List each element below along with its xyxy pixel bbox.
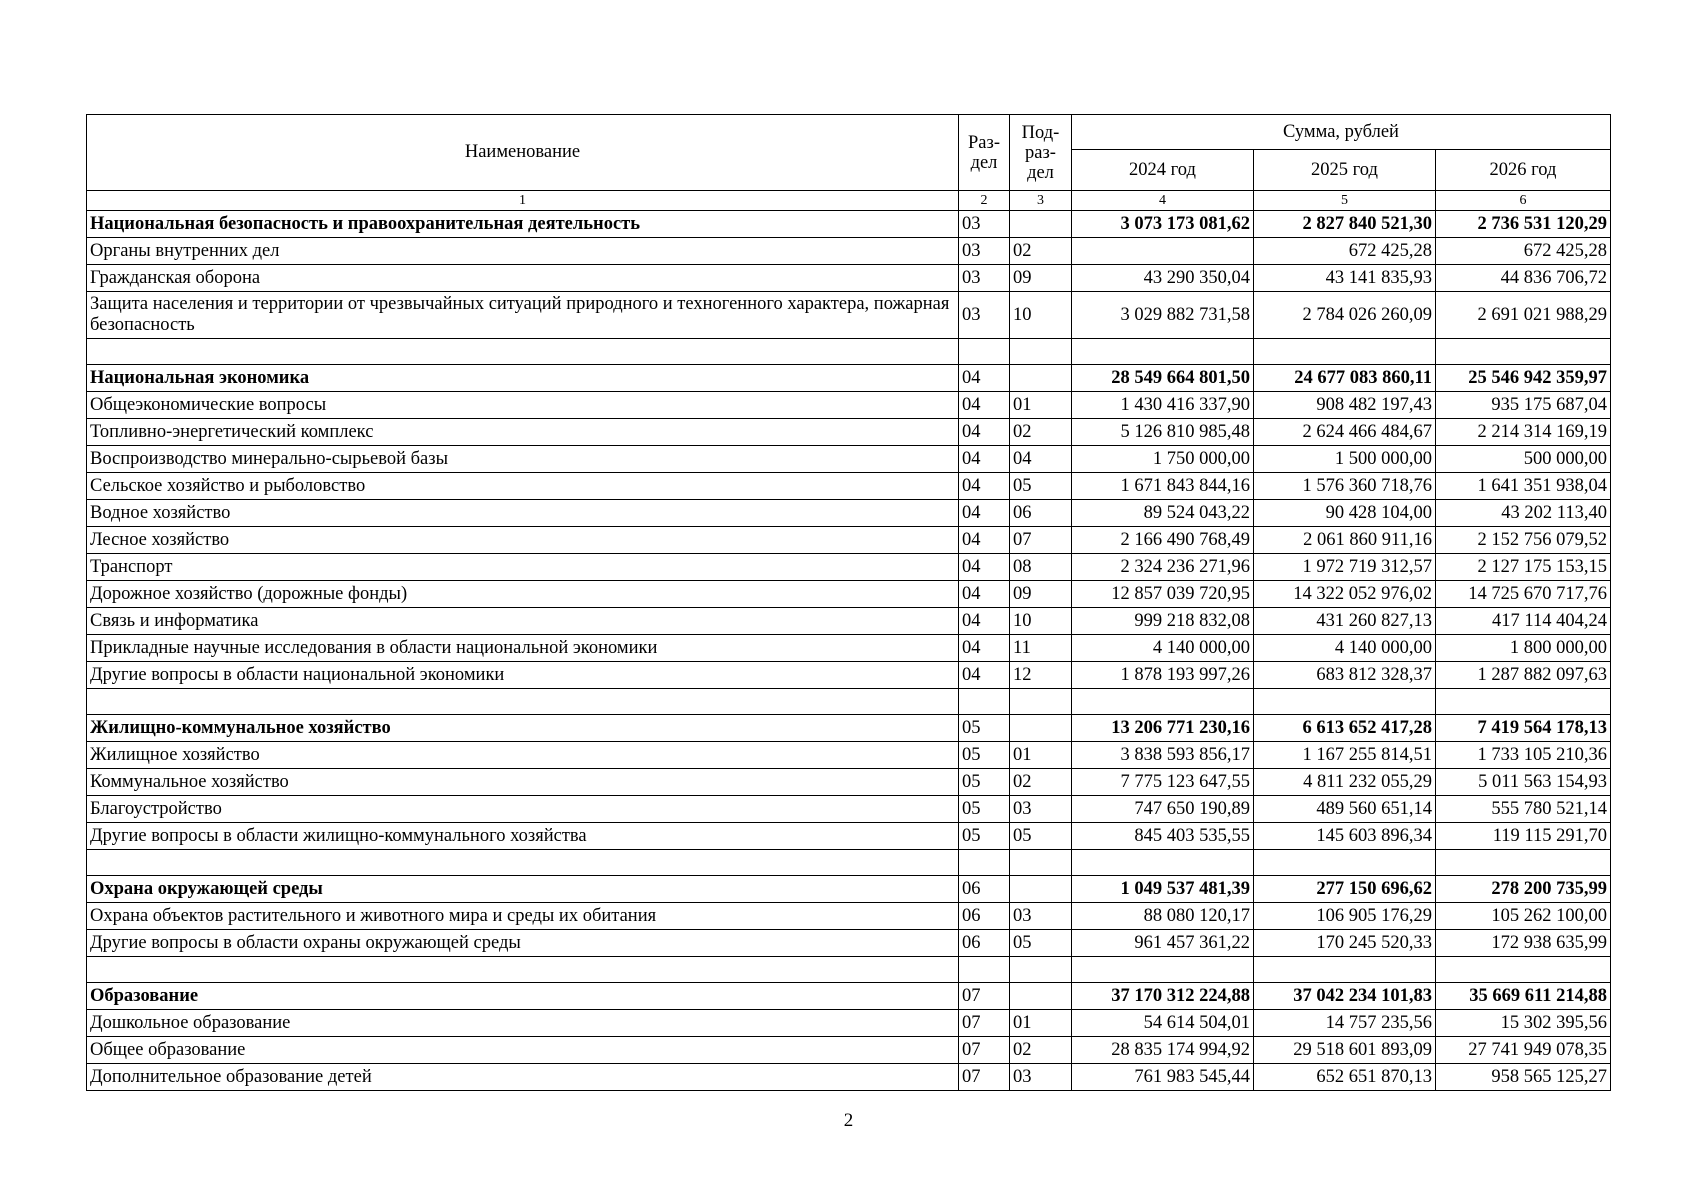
row-podrazdel: 07 xyxy=(1010,527,1072,554)
table-header xyxy=(87,115,1611,211)
budget-table xyxy=(86,114,1611,1091)
row-razdel: 06 xyxy=(959,930,1010,957)
row-podrazdel: 03 xyxy=(1010,796,1072,823)
column-number: 5 xyxy=(1254,191,1436,211)
table-row xyxy=(87,742,1611,769)
row-sum-2025: 14 757 235,56 xyxy=(1254,1010,1436,1037)
row-name: Охрана окружающей среды xyxy=(87,876,959,903)
row-name: Связь и информатика xyxy=(87,608,959,635)
row-podrazdel: 02 xyxy=(1010,419,1072,446)
row-name: Топливно-энергетический комплекс xyxy=(87,419,959,446)
row-sum-2026: 958 565 125,27 xyxy=(1436,1064,1611,1091)
row-razdel: 06 xyxy=(959,876,1010,903)
row-name: Органы внутренних дел xyxy=(87,238,959,265)
row-podrazdel: 01 xyxy=(1010,742,1072,769)
header-podrazdel: Под- раз- дел xyxy=(1010,115,1072,191)
row-sum-2025: 106 905 176,29 xyxy=(1254,903,1436,930)
section-row xyxy=(87,983,1611,1010)
table-row xyxy=(87,238,1611,265)
row-name: Транспорт xyxy=(87,554,959,581)
row-podrazdel xyxy=(1010,365,1072,392)
row-podrazdel: 03 xyxy=(1010,1064,1072,1091)
row-sum-2024: 54 614 504,01 xyxy=(1072,1010,1254,1037)
row-razdel: 04 xyxy=(959,365,1010,392)
row-sum-2024: 28 549 664 801,50 xyxy=(1072,365,1254,392)
row-sum-2025: 1 167 255 814,51 xyxy=(1254,742,1436,769)
row-name: Образование xyxy=(87,983,959,1010)
row-name: Общеэкономические вопросы xyxy=(87,392,959,419)
table-row xyxy=(87,903,1611,930)
row-sum-2024: 3 073 173 081,62 xyxy=(1072,211,1254,238)
row-name: Гражданская оборона xyxy=(87,265,959,292)
row-sum-2026: 672 425,28 xyxy=(1436,238,1611,265)
row-name: Другие вопросы в области жилищно-коммунального хозяйства xyxy=(87,823,959,850)
empty-cell xyxy=(1010,689,1072,715)
row-razdel: 03 xyxy=(959,238,1010,265)
row-name: Коммунальное хозяйство xyxy=(87,769,959,796)
empty-cell xyxy=(1072,850,1254,876)
empty-cell xyxy=(1072,339,1254,365)
row-sum-2024: 7 775 123 647,55 xyxy=(1072,769,1254,796)
table-row xyxy=(87,635,1611,662)
table-row xyxy=(87,419,1611,446)
row-sum-2024 xyxy=(1072,238,1254,265)
row-sum-2024: 3 838 593 856,17 xyxy=(1072,742,1254,769)
row-podrazdel: 05 xyxy=(1010,823,1072,850)
empty-cell xyxy=(87,850,959,876)
row-sum-2026: 2 736 531 120,29 xyxy=(1436,211,1611,238)
row-sum-2026: 2 691 021 988,29 xyxy=(1436,292,1611,339)
table-body xyxy=(87,211,1611,1091)
row-name: Дополнительное образование детей xyxy=(87,1064,959,1091)
row-sum-2025: 431 260 827,13 xyxy=(1254,608,1436,635)
row-podrazdel: 01 xyxy=(1010,392,1072,419)
table-row xyxy=(87,1010,1611,1037)
empty-cell xyxy=(1254,850,1436,876)
row-name: Воспроизводство минерально-сырьевой базы xyxy=(87,446,959,473)
empty-cell xyxy=(1436,957,1611,983)
row-sum-2026: 2 152 756 079,52 xyxy=(1436,527,1611,554)
row-sum-2026: 1 733 105 210,36 xyxy=(1436,742,1611,769)
row-name: Жилищно-коммунальное хозяйство xyxy=(87,715,959,742)
row-sum-2026: 25 546 942 359,97 xyxy=(1436,365,1611,392)
row-podrazdel: 04 xyxy=(1010,446,1072,473)
empty-cell xyxy=(1436,689,1611,715)
row-name: Другие вопросы в области национальной экономики xyxy=(87,662,959,689)
row-sum-2026: 27 741 949 078,35 xyxy=(1436,1037,1611,1064)
row-sum-2025: 37 042 234 101,83 xyxy=(1254,983,1436,1010)
column-number: 3 xyxy=(1010,191,1072,211)
empty-cell xyxy=(1072,957,1254,983)
row-sum-2026: 500 000,00 xyxy=(1436,446,1611,473)
empty-cell xyxy=(1254,957,1436,983)
row-sum-2025: 2 061 860 911,16 xyxy=(1254,527,1436,554)
empty-cell xyxy=(1436,850,1611,876)
row-sum-2024: 747 650 190,89 xyxy=(1072,796,1254,823)
row-sum-2024: 3 029 882 731,58 xyxy=(1072,292,1254,339)
row-podrazdel: 09 xyxy=(1010,581,1072,608)
row-sum-2024: 43 290 350,04 xyxy=(1072,265,1254,292)
row-sum-2025: 43 141 835,93 xyxy=(1254,265,1436,292)
empty-cell xyxy=(87,689,959,715)
row-sum-2025: 1 500 000,00 xyxy=(1254,446,1436,473)
header-year-2025: 2025 год xyxy=(1254,150,1436,191)
header-razdel: Раз- дел xyxy=(959,115,1010,191)
row-podrazdel: 09 xyxy=(1010,265,1072,292)
row-sum-2026: 555 780 521,14 xyxy=(1436,796,1611,823)
row-name: Лесное хозяйство xyxy=(87,527,959,554)
empty-cell xyxy=(1436,339,1611,365)
table-row xyxy=(87,823,1611,850)
row-sum-2025: 672 425,28 xyxy=(1254,238,1436,265)
row-name: Охрана объектов растительного и животного мира и среды их обитания xyxy=(87,903,959,930)
row-razdel: 05 xyxy=(959,769,1010,796)
row-sum-2024: 5 126 810 985,48 xyxy=(1072,419,1254,446)
table-row xyxy=(87,527,1611,554)
table-row xyxy=(87,930,1611,957)
table-row xyxy=(87,1037,1611,1064)
header-year-2026: 2026 год xyxy=(1436,150,1611,191)
row-name: Сельское хозяйство и рыболовство xyxy=(87,473,959,500)
row-sum-2026: 1 641 351 938,04 xyxy=(1436,473,1611,500)
table-row xyxy=(87,608,1611,635)
row-razdel: 04 xyxy=(959,608,1010,635)
row-razdel: 06 xyxy=(959,903,1010,930)
row-razdel: 07 xyxy=(959,1037,1010,1064)
row-razdel: 03 xyxy=(959,211,1010,238)
row-name: Другие вопросы в области охраны окружающей среды xyxy=(87,930,959,957)
header-year-2024: 2024 год xyxy=(1072,150,1254,191)
row-sum-2025: 4 811 232 055,29 xyxy=(1254,769,1436,796)
row-podrazdel: 03 xyxy=(1010,903,1072,930)
row-podrazdel: 02 xyxy=(1010,238,1072,265)
blank-row xyxy=(87,339,1611,365)
row-name: Дорожное хозяйство (дорожные фонды) xyxy=(87,581,959,608)
row-sum-2026: 2 127 175 153,15 xyxy=(1436,554,1611,581)
table-row xyxy=(87,662,1611,689)
row-podrazdel: 01 xyxy=(1010,1010,1072,1037)
section-row xyxy=(87,211,1611,238)
table-row xyxy=(87,581,1611,608)
column-number: 4 xyxy=(1072,191,1254,211)
row-sum-2026: 119 115 291,70 xyxy=(1436,823,1611,850)
row-sum-2025: 24 677 083 860,11 xyxy=(1254,365,1436,392)
header-name: Наименование xyxy=(87,115,959,191)
section-row xyxy=(87,365,1611,392)
row-sum-2025: 683 812 328,37 xyxy=(1254,662,1436,689)
row-sum-2024: 28 835 174 994,92 xyxy=(1072,1037,1254,1064)
row-sum-2024: 761 983 545,44 xyxy=(1072,1064,1254,1091)
section-row xyxy=(87,715,1611,742)
row-name: Водное хозяйство xyxy=(87,500,959,527)
row-sum-2026: 278 200 735,99 xyxy=(1436,876,1611,903)
row-razdel: 05 xyxy=(959,823,1010,850)
row-name: Дошкольное образование xyxy=(87,1010,959,1037)
row-sum-2026: 44 836 706,72 xyxy=(1436,265,1611,292)
row-name: Общее образование xyxy=(87,1037,959,1064)
row-podrazdel: 11 xyxy=(1010,635,1072,662)
column-number: 6 xyxy=(1436,191,1611,211)
row-sum-2026: 5 011 563 154,93 xyxy=(1436,769,1611,796)
row-razdel: 04 xyxy=(959,392,1010,419)
row-sum-2024: 961 457 361,22 xyxy=(1072,930,1254,957)
empty-cell xyxy=(1010,957,1072,983)
row-razdel: 04 xyxy=(959,500,1010,527)
empty-cell xyxy=(1010,850,1072,876)
row-sum-2026: 35 669 611 214,88 xyxy=(1436,983,1611,1010)
row-sum-2024: 999 218 832,08 xyxy=(1072,608,1254,635)
row-sum-2025: 2 827 840 521,30 xyxy=(1254,211,1436,238)
row-razdel: 07 xyxy=(959,983,1010,1010)
row-sum-2024: 1 671 843 844,16 xyxy=(1072,473,1254,500)
row-razdel: 04 xyxy=(959,635,1010,662)
row-name: Прикладные научные исследования в области национальной экономики xyxy=(87,635,959,662)
empty-cell xyxy=(1254,339,1436,365)
row-sum-2025: 4 140 000,00 xyxy=(1254,635,1436,662)
empty-cell xyxy=(959,689,1010,715)
row-name: Жилищное хозяйство xyxy=(87,742,959,769)
row-podrazdel xyxy=(1010,715,1072,742)
empty-cell xyxy=(87,339,959,365)
row-podrazdel: 12 xyxy=(1010,662,1072,689)
row-name: Национальная безопасность и правоохранительная деятельность xyxy=(87,211,959,238)
row-sum-2024: 845 403 535,55 xyxy=(1072,823,1254,850)
row-razdel: 05 xyxy=(959,796,1010,823)
row-sum-2025: 2 784 026 260,09 xyxy=(1254,292,1436,339)
row-name: Национальная экономика xyxy=(87,365,959,392)
row-sum-2025: 489 560 651,14 xyxy=(1254,796,1436,823)
row-sum-2025: 14 322 052 976,02 xyxy=(1254,581,1436,608)
section-row xyxy=(87,876,1611,903)
row-sum-2026: 935 175 687,04 xyxy=(1436,392,1611,419)
row-razdel: 04 xyxy=(959,473,1010,500)
empty-cell xyxy=(1010,339,1072,365)
row-sum-2025: 1 576 360 718,76 xyxy=(1254,473,1436,500)
row-razdel: 03 xyxy=(959,265,1010,292)
row-podrazdel: 08 xyxy=(1010,554,1072,581)
row-sum-2024: 37 170 312 224,88 xyxy=(1072,983,1254,1010)
row-sum-2026: 43 202 113,40 xyxy=(1436,500,1611,527)
row-razdel: 04 xyxy=(959,581,1010,608)
row-sum-2024: 1 430 416 337,90 xyxy=(1072,392,1254,419)
row-podrazdel xyxy=(1010,983,1072,1010)
row-podrazdel: 02 xyxy=(1010,1037,1072,1064)
table-row xyxy=(87,1064,1611,1091)
row-sum-2024: 13 206 771 230,16 xyxy=(1072,715,1254,742)
row-sum-2026: 2 214 314 169,19 xyxy=(1436,419,1611,446)
row-sum-2025: 6 613 652 417,28 xyxy=(1254,715,1436,742)
row-sum-2026: 172 938 635,99 xyxy=(1436,930,1611,957)
table-row xyxy=(87,769,1611,796)
row-sum-2025: 277 150 696,62 xyxy=(1254,876,1436,903)
table-row xyxy=(87,265,1611,292)
row-sum-2025: 145 603 896,34 xyxy=(1254,823,1436,850)
row-sum-2026: 105 262 100,00 xyxy=(1436,903,1611,930)
table-row xyxy=(87,292,1611,339)
row-podrazdel xyxy=(1010,876,1072,903)
row-podrazdel: 02 xyxy=(1010,769,1072,796)
row-sum-2026: 7 419 564 178,13 xyxy=(1436,715,1611,742)
row-razdel: 05 xyxy=(959,715,1010,742)
row-sum-2024: 89 524 043,22 xyxy=(1072,500,1254,527)
row-razdel: 04 xyxy=(959,554,1010,581)
row-razdel: 04 xyxy=(959,446,1010,473)
header-sum: Сумма, рублей xyxy=(1072,115,1611,150)
row-sum-2024: 1 750 000,00 xyxy=(1072,446,1254,473)
row-sum-2024: 1 049 537 481,39 xyxy=(1072,876,1254,903)
row-razdel: 07 xyxy=(959,1010,1010,1037)
row-razdel: 04 xyxy=(959,662,1010,689)
blank-row xyxy=(87,850,1611,876)
column-number: 1 xyxy=(87,191,959,211)
row-razdel: 03 xyxy=(959,292,1010,339)
row-podrazdel: 05 xyxy=(1010,473,1072,500)
row-razdel: 05 xyxy=(959,742,1010,769)
empty-cell xyxy=(1254,689,1436,715)
row-sum-2025: 90 428 104,00 xyxy=(1254,500,1436,527)
row-sum-2024: 4 140 000,00 xyxy=(1072,635,1254,662)
empty-cell xyxy=(87,957,959,983)
row-razdel: 04 xyxy=(959,419,1010,446)
row-sum-2026: 1 800 000,00 xyxy=(1436,635,1611,662)
row-sum-2025: 170 245 520,33 xyxy=(1254,930,1436,957)
blank-row xyxy=(87,689,1611,715)
table-row xyxy=(87,554,1611,581)
row-razdel: 07 xyxy=(959,1064,1010,1091)
table-row xyxy=(87,500,1611,527)
row-sum-2024: 1 878 193 997,26 xyxy=(1072,662,1254,689)
column-number: 2 xyxy=(959,191,1010,211)
row-podrazdel: 05 xyxy=(1010,930,1072,957)
row-sum-2026: 14 725 670 717,76 xyxy=(1436,581,1611,608)
row-sum-2025: 652 651 870,13 xyxy=(1254,1064,1436,1091)
empty-cell xyxy=(959,957,1010,983)
row-sum-2024: 2 324 236 271,96 xyxy=(1072,554,1254,581)
blank-row xyxy=(87,957,1611,983)
row-podrazdel: 10 xyxy=(1010,608,1072,635)
row-sum-2025: 908 482 197,43 xyxy=(1254,392,1436,419)
row-sum-2024: 2 166 490 768,49 xyxy=(1072,527,1254,554)
row-sum-2025: 2 624 466 484,67 xyxy=(1254,419,1436,446)
row-sum-2025: 29 518 601 893,09 xyxy=(1254,1037,1436,1064)
row-sum-2026: 1 287 882 097,63 xyxy=(1436,662,1611,689)
row-podrazdel: 06 xyxy=(1010,500,1072,527)
table-row xyxy=(87,446,1611,473)
empty-cell xyxy=(959,850,1010,876)
row-name: Защита населения и территории от чрезвычайных ситуаций природного и техногенного характера, пожарная безопасность xyxy=(87,292,959,339)
empty-cell xyxy=(959,339,1010,365)
row-sum-2024: 88 080 120,17 xyxy=(1072,903,1254,930)
page-number: 2 xyxy=(843,1110,854,1131)
row-sum-2026: 15 302 395,56 xyxy=(1436,1010,1611,1037)
row-podrazdel xyxy=(1010,211,1072,238)
column-numbers-row xyxy=(87,191,1611,211)
table-row xyxy=(87,473,1611,500)
empty-cell xyxy=(1072,689,1254,715)
row-sum-2025: 1 972 719 312,57 xyxy=(1254,554,1436,581)
row-name: Благоустройство xyxy=(87,796,959,823)
row-sum-2024: 12 857 039 720,95 xyxy=(1072,581,1254,608)
row-podrazdel: 10 xyxy=(1010,292,1072,339)
row-razdel: 04 xyxy=(959,527,1010,554)
table-row xyxy=(87,796,1611,823)
row-sum-2026: 417 114 404,24 xyxy=(1436,608,1611,635)
table-row xyxy=(87,392,1611,419)
